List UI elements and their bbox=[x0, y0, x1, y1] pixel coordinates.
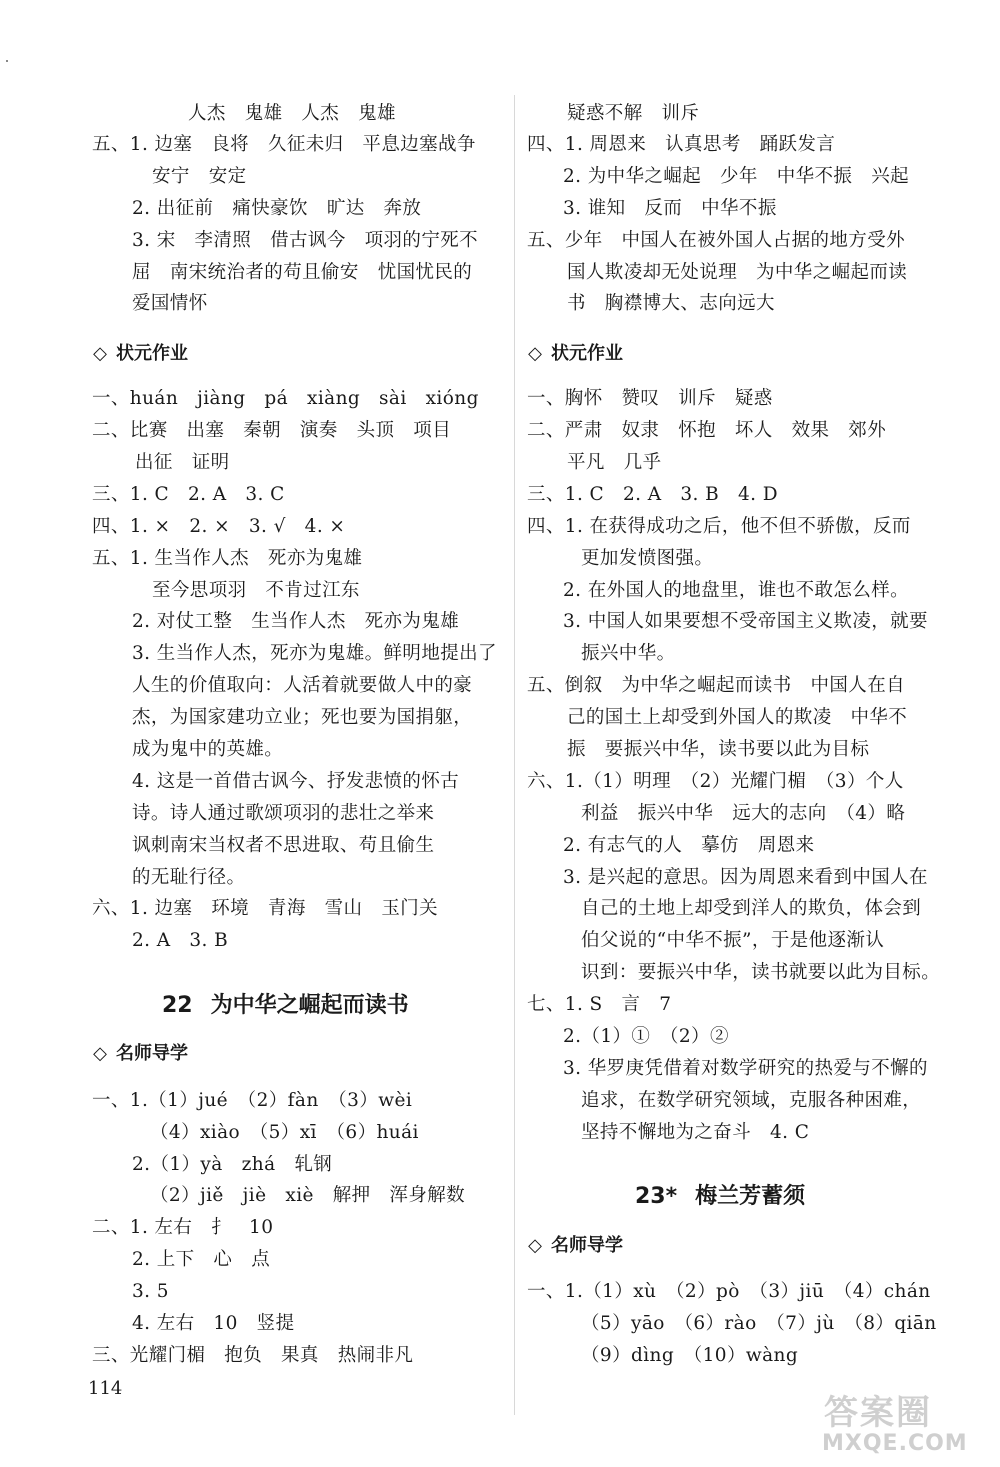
answer-line: 4. 左右 10 竖提 bbox=[132, 1313, 295, 1334]
answer-line: 3. 生当作人杰，死亦为鬼雄。鲜明地提出了 bbox=[132, 643, 497, 664]
diamond-icon: ◇ bbox=[528, 1235, 542, 1256]
section-heading: ◇ 状元作业 bbox=[93, 343, 188, 364]
answer-line: 2.（1）yà zhá 轧钢 bbox=[132, 1154, 333, 1175]
answer-line: 书 胸襟博大、志向远大 bbox=[567, 293, 775, 314]
answer-line: 五、1. 生当作人杰 死亦为鬼雄 bbox=[92, 548, 363, 569]
answer-line: 五、少年 中国人在被外国人占据的地方受外 bbox=[527, 230, 906, 251]
answer-line: 六、1. 边塞 环境 青海 雪山 玉门关 bbox=[92, 898, 439, 919]
diamond-icon: ◇ bbox=[93, 343, 107, 364]
watermark-text: 答案圈 bbox=[824, 1393, 932, 1433]
answer-line: 更加发愤图强。 bbox=[581, 548, 714, 569]
watermark-url: MXQE.COM bbox=[822, 1431, 968, 1456]
answer-line: 4. 这是一首借古讽今、抒发悲愤的怀古 bbox=[132, 771, 460, 792]
answer-line: 一、1.（1）xù （2）pò （3）jiū （4）chán bbox=[527, 1281, 931, 1302]
answer-line: 振兴中华。 bbox=[581, 643, 676, 664]
answer-line: 三、光耀门楣 抱负 果真 热闹非凡 bbox=[92, 1345, 414, 1366]
answer-line: 成为鬼中的英雄。 bbox=[132, 739, 284, 760]
answer-line: 至今思项羽 不肯过江东 bbox=[152, 580, 360, 601]
answer-line: 安宁 安定 bbox=[152, 166, 247, 187]
answer-line: 二、比赛 出塞 秦朝 演奏 头顶 项目 bbox=[92, 420, 452, 441]
answer-line: 五、倒叙 为中华之崛起而读书 中国人在自 bbox=[527, 675, 906, 696]
answer-line: 伯父说的“中华不振”，于是他逐渐认 bbox=[581, 930, 885, 951]
answer-line: （9）dìng （10）wàng bbox=[581, 1345, 799, 1366]
answer-line: 屈 南宋统治者的苟且偷安 忧国忧民的 bbox=[132, 262, 473, 283]
answer-line: 四、1. × 2. × 3. √ 4. × bbox=[92, 516, 346, 537]
answer-line: 己的国土上却受到外国人的欺凌 中华不 bbox=[567, 707, 908, 728]
answer-line: 3. 华罗庚凭借着对数学研究的热爱与不懈的 bbox=[563, 1058, 928, 1079]
answer-line: 的无耻行径。 bbox=[132, 867, 246, 888]
answer-line: 2. 在外国人的地盘里，谁也不敢怎么样。 bbox=[563, 580, 910, 601]
answer-line: 2. A 3. B bbox=[132, 930, 229, 951]
scan-mark bbox=[6, 60, 8, 62]
answer-line: 3. 是兴起的意思。因为周恩来看到中国人在 bbox=[563, 867, 928, 888]
lesson-title: 23* 梅兰芳蓄须 bbox=[635, 1184, 806, 1209]
answer-line: 利益 振兴中华 远大的志向 （4）略 bbox=[581, 803, 906, 824]
answer-line: 一、胸怀 赞叹 训斥 疑惑 bbox=[527, 388, 773, 409]
answer-line: 诗。诗人通过歌颂项羽的悲壮之举来 bbox=[132, 803, 435, 824]
section-heading: ◇ 状元作业 bbox=[528, 343, 623, 364]
answer-line: 自己的土地上却受到洋人的欺负，体会到 bbox=[581, 898, 922, 919]
answer-line: 2. 出征前 痛快豪饮 旷达 奔放 bbox=[132, 198, 422, 219]
diamond-icon: ◇ bbox=[93, 1043, 107, 1064]
answer-line: （5）yāo （6）rào （7）jù （8）qiān bbox=[581, 1313, 937, 1334]
section-heading: ◇ 名师导学 bbox=[528, 1235, 623, 1256]
answer-line: 3. 谁知 反而 中华不振 bbox=[563, 198, 777, 219]
answer-line: 坚持不懈地为之奋斗 4. C bbox=[581, 1122, 810, 1143]
answer-line: （4）xiào （5）xī （6）huái bbox=[150, 1122, 419, 1143]
answer-line: （2）jiě jiè xiè 解押 浑身解数 bbox=[150, 1185, 466, 1206]
answer-line: 杰，为国家建功立业；死也要为国捐躯， bbox=[132, 707, 473, 728]
answer-line: 平凡 几乎 bbox=[567, 452, 662, 473]
column-divider bbox=[514, 95, 515, 1415]
answer-line: 振 要振兴中华，读书要以此为目标 bbox=[567, 739, 870, 760]
answer-line: 一、1.（1）jué （2）fàn （3）wèi bbox=[92, 1090, 413, 1111]
answer-line: 疑惑不解 训斥 bbox=[567, 103, 700, 124]
answer-line: 2. 有志气的人 摹仿 周恩来 bbox=[563, 835, 815, 856]
answer-line: 3. 宋 李清照 借古讽今 项羽的宁死不 bbox=[132, 230, 479, 251]
answer-line: 七、1. S 言 7 bbox=[527, 994, 672, 1015]
answer-line: 六、1.（1）明理 （2）光耀门楣 （3）个人 bbox=[527, 771, 904, 792]
page-number: 114 bbox=[88, 1378, 123, 1399]
answer-line: 出征 证明 bbox=[135, 452, 230, 473]
answer-line: 人杰 鬼雄 人杰 鬼雄 bbox=[188, 103, 396, 124]
answer-line: 二、1. 左右 扌 10 bbox=[92, 1217, 274, 1238]
section-heading: ◇ 名师导学 bbox=[93, 1043, 188, 1064]
answer-line: 三、1. C 2. A 3. C bbox=[92, 484, 285, 505]
answer-line: 人生的价值取向：人活着就要做人中的豪 bbox=[132, 675, 473, 696]
answer-line: 2. 上下 心 点 bbox=[132, 1249, 271, 1270]
answer-line: 3. 中国人如果要想不受帝国主义欺凌，就要 bbox=[563, 611, 928, 632]
answer-line: 国人欺凌却无处说理 为中华之崛起而读 bbox=[567, 262, 908, 283]
answer-line: 3. 5 bbox=[132, 1281, 188, 1302]
answer-line: 2. 为中华之崛起 少年 中华不振 兴起 bbox=[563, 166, 910, 187]
answer-line: 2. 对仗工整 生当作人杰 死亦为鬼雄 bbox=[132, 611, 460, 632]
answer-line: 一、huán jiàng pá xiàng sài xióng bbox=[92, 388, 479, 409]
answer-line: 识到：要振兴中华，读书就要以此为目标。 bbox=[581, 962, 941, 983]
answer-line: 追求，在数学研究领域，克服各种困难， bbox=[581, 1090, 922, 1111]
answer-line: 四、1. 周恩来 认真思考 踊跃发言 bbox=[527, 134, 836, 155]
answer-line: 五、1. 边塞 良将 久征未归 平息边塞战争 bbox=[92, 134, 476, 155]
diamond-icon: ◇ bbox=[528, 343, 542, 364]
answer-line: 讽刺南宋当权者不思进取、苟且偷生 bbox=[132, 835, 435, 856]
lesson-title: 22 为中华之崛起而读书 bbox=[162, 993, 409, 1018]
answer-line: 二、严肃 奴隶 怀抱 坏人 效果 郊外 bbox=[527, 420, 887, 441]
answer-line: 四、1. 在获得成功之后，他不但不骄傲，反而 bbox=[527, 516, 911, 537]
answer-line: 爱国情怀 bbox=[132, 293, 208, 314]
answer-line: 三、1. C 2. A 3. B 4. D bbox=[527, 484, 778, 505]
watermark-logo bbox=[818, 1385, 988, 1463]
answer-line: 2.（1）① （2）② bbox=[563, 1026, 729, 1047]
